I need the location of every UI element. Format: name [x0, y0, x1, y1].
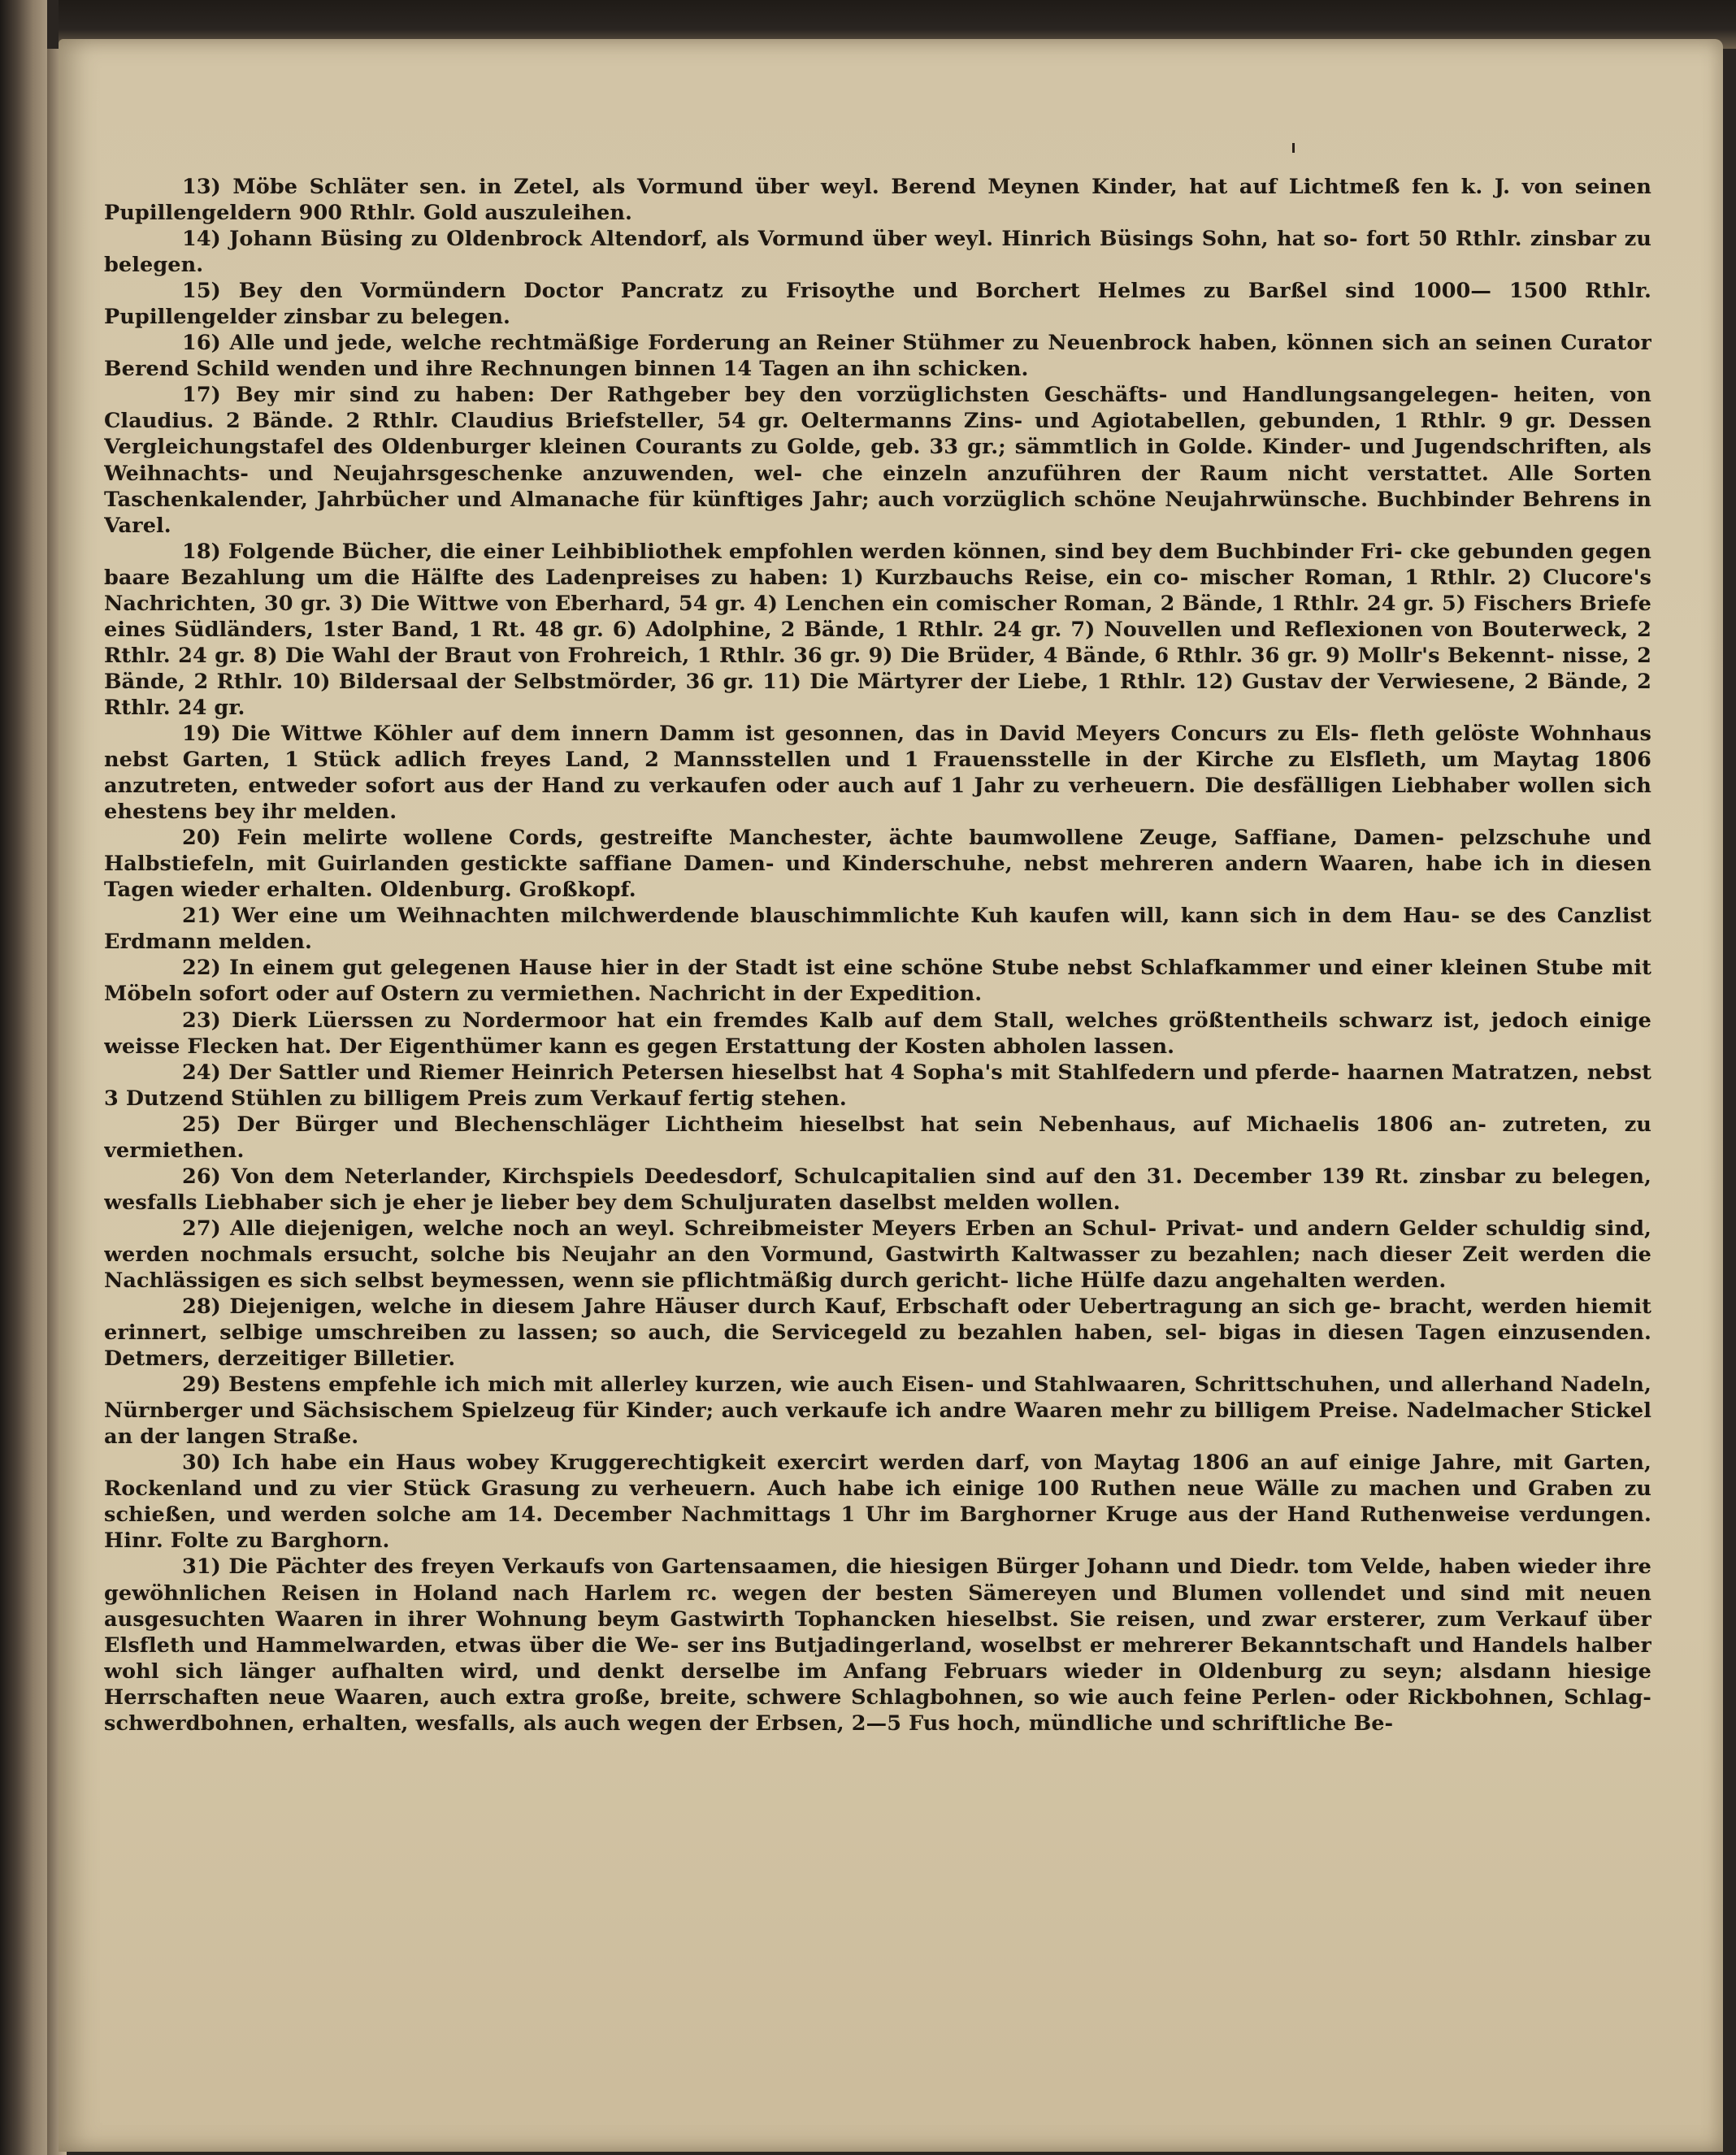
entry-30 [104, 1450, 1651, 1554]
entry-text: Folgende Bücher, die einer Leihbibliothek empfohlen werden können, sind bey dem Buchbinder Fri- cke gebunden gegen baare Bezahlung um die Hälfte des Ladenpreises zu haben: 1) Kurzbauchs Reise, ein co- mischer Roman, 1 Rthlr. 2) Clucore's Nachrichten, 30 gr. 3) Die Wittwe von Eberhard, 54 gr. 4) Lenchen ein comischer Roman, 2 Bände, 1 Rthlr. 24 gr. 5) Fischers Briefe eines Südländers, 1ster Band, 1 Rt. 48 gr. 6) Adolphine, 2 Bände, 1 Rthlr. 24 gr. 7) Nouvellen und Reflexionen von Bouterweck, 2 Rthlr. 24 gr. 8) Die Wahl der Braut von Frohreich, 1 Rthlr. 36 gr. 9) Die Brüder, 4 Bände, 6 Rthlr. 36 gr. 9) Mollr's Bekennt- nisse, 2 Bände, 2 Rthlr. 10) Bildersaal der Selbstmörder, 36 gr. 11) Die Märtyrer der Liebe, 1 Rthlr. 12) Gustav der Verwiesene, 2 Bände, 2 Rthlr. 24 gr. [104, 539, 1651, 720]
entry-text: Wer eine um Weihnachten milchwerdende blauschimmlichte Kuh kaufen will, kann sich in dem Hau- se des Canzlist Erdmann melden. [104, 904, 1651, 955]
entry-number: 30) [182, 1450, 221, 1476]
entry-number: 20) [182, 826, 221, 851]
entry-19 [104, 721, 1651, 825]
entry-28 [104, 1294, 1651, 1372]
entry-text: Bey mir sind zu haben: Der Rathgeber bey den vorzüglichsten Geschäfts- und Handlungsangelegen- heiten, von Claudius. 2 Bände. 2 Rthlr. Claudius Briefsteller, 54 gr. Oeltermanns Zins- und Agiotabellen, gebunden, 1 Rthlr. 9 gr. Dessen Vergleichungstafel des Oldenburger kleinen Courants zu Golde, geb. 33 gr.; sämmtlich in Golde. Kinder- und Jugendschriften, als Weihnachts- und Neujahrsgeschenke anzuwenden, wel- che einzeln anzuführen der Raum nicht verstattet. Alle Sorten Taschenkalender, Jahrbücher und Almanache für künftiges Jahr; auch vorzüglich schöne Neujahrwünsche. Buchbinder Behrens in Varel. [104, 383, 1651, 538]
entry-24 [104, 1060, 1651, 1112]
entry-27 [104, 1216, 1651, 1294]
entry-text: Johann Büsing zu Oldenbrock Altendorf, als Vormund über weyl. Hinrich Büsings Sohn, hat so- fort 50 Rthlr. zinsbar zu belegen. [104, 227, 1651, 278]
entry-number: 27) [182, 1216, 221, 1241]
entry-number: 13) [182, 175, 221, 199]
entry-26 [104, 1164, 1651, 1216]
entry-13 [104, 174, 1651, 226]
entry-text: Dierk Lüerssen zu Nordermoor hat ein fremdes Kalb auf dem Stall, welches größtentheils schwarz ist, jedoch einige weisse Flecken hat. Der Eigenthümer kann es gegen Erstattung der Kosten abholen lassen. [104, 1008, 1651, 1059]
document-text [104, 174, 1651, 2051]
entry-16 [104, 330, 1651, 382]
entry-25 [104, 1112, 1651, 1164]
entry-15 [104, 278, 1651, 330]
entry-17 [104, 382, 1651, 538]
entry-text: Diejenigen, welche in diesem Jahre Häuser durch Kauf, Erbschaft oder Uebertragung an sich ge- bracht, werden hiemit erinnert, selbige umschreiben zu lassen; so auch, die Servicegeld zu bezahlen haben, sel- bigas in diesen Tagen einzusenden. Detmers, derzeitiger Billetier. [104, 1294, 1651, 1372]
entry-text: Die Wittwe Köhler auf dem innern Damm ist gesonnen, das in David Meyers Concurs zu Els- fleth gelöste Wohnhaus nebst Garten, 1 Stück adlich freyes Land, 2 Mannsstellen und 1 Frauensstelle in der Kirche zu Elsfleth, um Maytag 1806 anzutreten, entweder sofort aus der Hand zu verkaufen oder auch auf 1 Jahr zu verheuern. Die desfälligen Liebhaber wollen sich ehestens bey ihr melden. [104, 721, 1651, 825]
entry-number: 21) [182, 904, 221, 929]
entry-number: 22) [182, 956, 221, 981]
entry-29 [104, 1372, 1651, 1450]
entry-21 [104, 903, 1651, 955]
entry-text: Der Bürger und Blechenschläger Lichtheim hieselbst hat sein Nebenhaus, auf Michaelis 1806 an- zutreten, zu vermiethen. [104, 1112, 1651, 1163]
entry-number: 14) [182, 227, 221, 252]
entry-number: 16) [182, 331, 221, 356]
entry-text: Alle diejenigen, welche noch an weyl. Schreibmeister Meyers Erben an Schul- Privat- und andern Gelder schuldig sind, werden nochmals ersucht, solche bis Neujahr an den Vormund, Gastwirth Kaltwasser zu bezahlen; nach dieser Zeit werden die Nachlässigen es sich selbst beymessen, wenn sie pflichtmäßig durch gericht- liche Hülfe dazu angehalten werden. [104, 1216, 1651, 1293]
entry-text: Alle und jede, welche rechtmäßige Forderung an Reiner Stühmer zu Neuenbrock haben, können sich an seinen Curator Berend Schild wenden und ihre Rechnungen binnen 14 Tagen an ihn schicken. [104, 331, 1651, 382]
page-mark [1292, 143, 1295, 153]
entry-text: Die Pächter des freyen Verkaufs von Gartensaamen, die hiesigen Bürger Johann und Diedr. tom Velde, haben wieder ihre gewöhnlichen Reisen in Holand nach Harlem rc. wegen der besten Sämereyen und Blumen vollendet und sind mit neuen ausgesuchten Waaren in ihrer Wohnung beym Gastwirth Tophancken hieselbst. Sie reisen, und zwar ersterer, zum Verkauf über Elsfleth und Hammelwarden, etwas über die We- ser ins Butjadingerland, woselbst er mehrerer Bekanntschaft und Handels halber wohl sich länger aufhalten wird, und denkt derselbe im Anfang Februars wieder in Oldenburg zu seyn; alsdann hiesige Herrschaften neue Waaren, auch extra große, breite, schwere Schlagbohnen, so wie auch feine Perlen- oder Rickbohnen, Schlag- schwerdbohnen, erhalten, wesfalls, als auch wegen der Erbsen, 2—5 Fus hoch, mündliche und schriftliche Be- [104, 1554, 1651, 1736]
entry-20 [104, 825, 1651, 903]
entry-text: Möbe Schläter sen. in Zetel, als Vormund über weyl. Berend Meynen Kinder, hat auf Lichtmeß fen k. J. von seinen Pupillengeldern 900 Rthlr. Gold auszuleihen. [104, 175, 1651, 226]
entry-text: Ich habe ein Haus wobey Kruggerechtigkeit exercirt werden darf, von Maytag 1806 an auf einige Jahre, mit Garten, Rockenland und zu vier Stück Grasung zu verheuern. Auch habe ich einige 100 Ruthen neue Wälle zu machen und Graben zu schießen, und werden solche am 14. December Nachmittags 1 Uhr im Barghorner Kruge aus der Hand Ruthenweise verdungen. Hinr. Folte zu Barghorn. [104, 1450, 1651, 1554]
entry-number: 19) [182, 721, 221, 746]
entry-23 [104, 1008, 1651, 1060]
entry-number: 29) [182, 1372, 221, 1398]
entry-number: 15) [182, 279, 221, 304]
entry-text: In einem gut gelegenen Hause hier in der Stadt ist eine schöne Stube nebst Schlafkammer und einer kleinen Stube mit Möbeln sofort oder auf Ostern zu vermiethen. Nachricht in der Expedition. [104, 956, 1651, 1007]
entry-14 [104, 226, 1651, 278]
entry-number: 25) [182, 1112, 221, 1137]
entry-number: 23) [182, 1008, 221, 1033]
entry-number: 18) [182, 539, 221, 564]
entry-number: 31) [182, 1554, 221, 1580]
entry-text: Bestens empfehle ich mich mit allerley kurzen, wie auch Eisen- und Stahlwaaren, Schrittschuhen, und allerhand Nadeln, Nürnberger und Sächsischem Spielzeug für Kinder; auch verkaufe ich andre Waaren mehr zu billigem Preise. Nadelmacher Stickel an der langen Straße. [104, 1372, 1651, 1450]
entry-text: Der Sattler und Riemer Heinrich Petersen hieselbst hat 4 Sopha's mit Stahlfedern und pferde- haarnen Matratzen, nebst 3 Dutzend Stühlen zu billigem Preis zum Verkauf fertig stehen. [104, 1060, 1651, 1111]
entry-number: 28) [182, 1294, 221, 1320]
entry-text: Bey den Vormündern Doctor Pancratz zu Frisoythe und Borchert Helmes zu Barßel sind 1000— 1500 Rthlr. Pupillengelder zinsbar zu belegen. [104, 279, 1651, 330]
entry-22 [104, 955, 1651, 1007]
entry-18 [104, 539, 1651, 721]
entry-number: 24) [182, 1060, 221, 1085]
entry-text: Von dem Neterlander, Kirchspiels Deedesdorf, Schulcapitalien sind auf den 31. December 139 Rt. zinsbar zu belegen, wesfalls Liebhaber sich je eher je lieber bey dem Schuljuraten daselbst melden wollen. [104, 1164, 1651, 1215]
entry-text: Fein melirte wollene Cords, gestreifte Manchester, ächte baumwollene Zeuge, Saffiane, Damen- pelzschuhe und Halbstiefeln, mit Guirlanden gestickte saffiane Damen- und Kinderschuhe, nebst mehreren andern Waaren, habe ich in diesen Tagen wieder erhalten. Oldenburg. Großkopf. [104, 826, 1651, 903]
left-page-edge [0, 0, 47, 2155]
entry-31 [104, 1554, 1651, 1736]
entry-number: 17) [182, 383, 221, 408]
entry-number: 26) [182, 1164, 221, 1189]
